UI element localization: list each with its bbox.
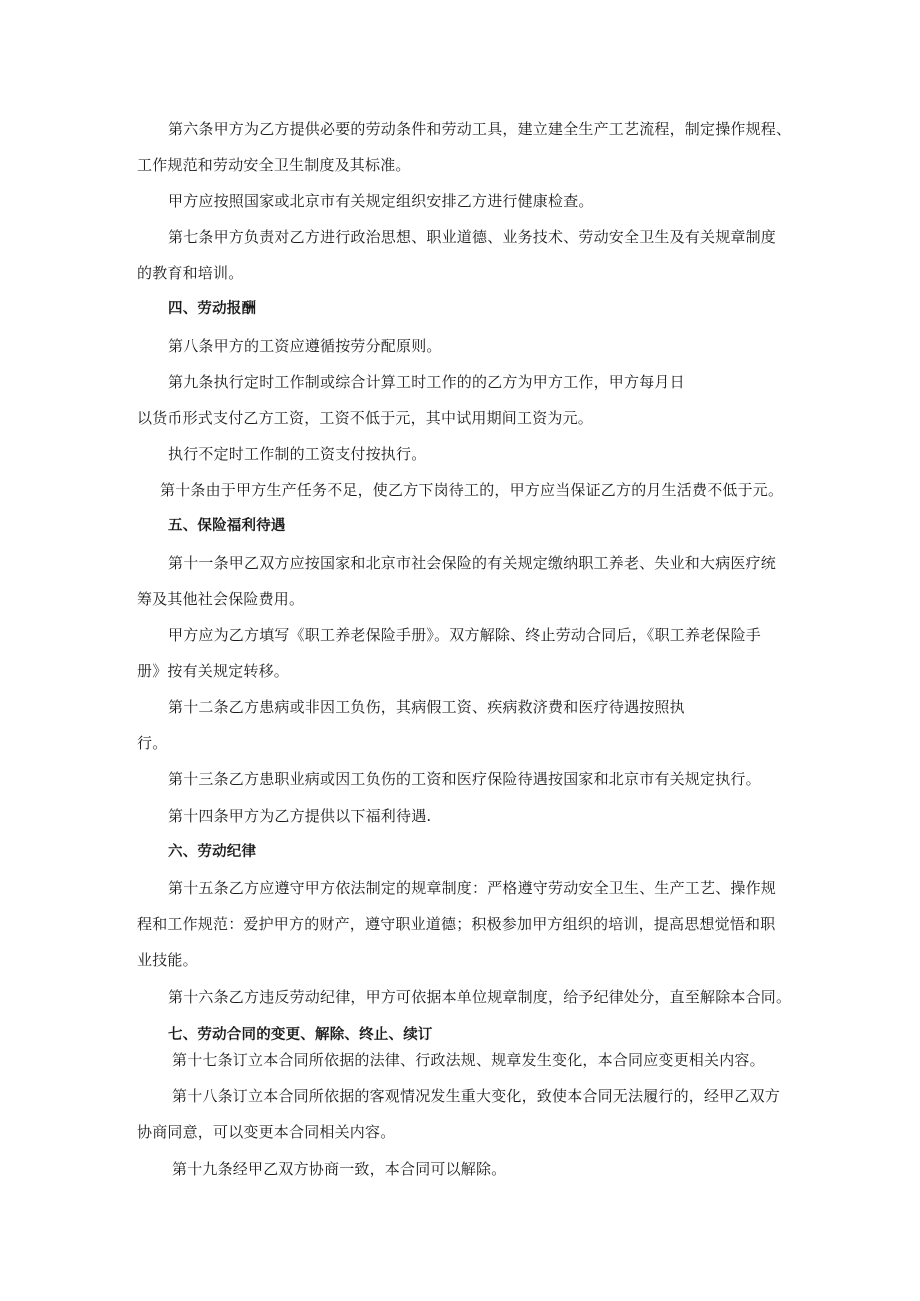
health-check-paragraph: 甲方应按照国家或北京市有关规定组织安排乙方进行健康检查。 [168, 192, 594, 210]
clause-16: 第十六条乙方违反劳动纪律，甲方可依据本单位规章制度，给予纪律处分，直至解除本合同。 [168, 988, 792, 1006]
clause-7-line-1: 第七条甲方负责对乙方进行政治思想、职业道德、业务技术、劳动安全卫生及有关规章制度 [168, 228, 777, 246]
clause-6-line-1: 第六条甲方为乙方提供必要的劳动条件和劳动工具，建立建全生产工艺流程，制定操作规程、 [168, 120, 792, 138]
clause-13: 第十三条乙方患职业病或因工负伤的工资和医疗保险待遇按国家和北京市有关规定执行。 [168, 770, 761, 788]
clause-12-line-2: 行。 [137, 734, 168, 752]
clause-15-line-1: 第十五条乙方应遵守甲方依法制定的规章制度：严格遵守劳动安全卫生、生产工艺、操作规 [168, 879, 777, 897]
clause-15-line-2: 程和工作规范：爱护甲方的财产，遵守职业道德；积极参加甲方组织的培训，提高思想觉悟和职 [137, 915, 776, 933]
clause-12-line-1: 第十二条乙方患病或非因工负伤，其病假工资、疾病救济费和医疗待遇按照执 [168, 698, 685, 716]
clause-10: 第十条由于甲方生产任务不足，使乙方下岗待工的，甲方应当保证乙方的月生活费不低于元。 [160, 481, 784, 499]
section-heading-insurance: 五、保险福利待遇 [168, 518, 286, 534]
clause-9-line-2: 以货币形式支付乙方工资，工资不低于元，其中试用期间工资为元。 [137, 409, 594, 427]
clause-18-line-2: 协商同意，可以变更本合同相关内容。 [137, 1123, 396, 1141]
irregular-hours-paragraph: 执行不定时工作制的工资支付按执行。 [168, 445, 427, 463]
clause-9-line-1: 第九条执行定时工作制或综合计算工时工作的的乙方为甲方工作，甲方每月日 [168, 373, 685, 391]
clause-18-line-1: 第十八条订立本合同所依据的客观情况发生重大变化，致使本合同无法履行的，经甲乙双方 [172, 1087, 781, 1105]
clause-19: 第十九条经甲乙双方协商一致，本合同可以解除。 [172, 1160, 507, 1178]
section-heading-compensation: 四、劳动报酬 [168, 301, 257, 317]
pension-handbook-line-1: 甲方应为乙方填写《职工养老保险手册》。双方解除、终止劳动合同后，《职工养老保险手 [168, 626, 762, 644]
clause-8: 第八条甲方的工资应遵循按劳分配原则。 [168, 337, 442, 355]
pension-handbook-line-2: 册》按有关规定转移。 [137, 662, 290, 680]
clause-7-line-2: 的教育和培训。 [137, 264, 244, 282]
clause-14: 第十四条甲方为乙方提供以下福利待遇. [168, 807, 432, 825]
section-heading-contract-changes: 七、劳动合同的变更、解除、终止、续订 [168, 1027, 433, 1043]
clause-15-line-3: 业技能。 [137, 951, 198, 969]
clause-17: 第十七条订立本合同所依据的法律、行政法规、规章发生变化，本合同应变更相关内容。 [172, 1051, 765, 1069]
clause-6-line-2: 工作规范和劳动安全卫生制度及其标准。 [137, 156, 411, 174]
section-heading-discipline: 六、劳动纪律 [168, 844, 257, 860]
clause-11-line-2: 筹及其他社会保险费用。 [137, 590, 305, 608]
clause-11-line-1: 第十一条甲乙双方应按国家和北京市社会保险的有关规定缴纳职工养老、失业和大病医疗统 [168, 554, 777, 572]
